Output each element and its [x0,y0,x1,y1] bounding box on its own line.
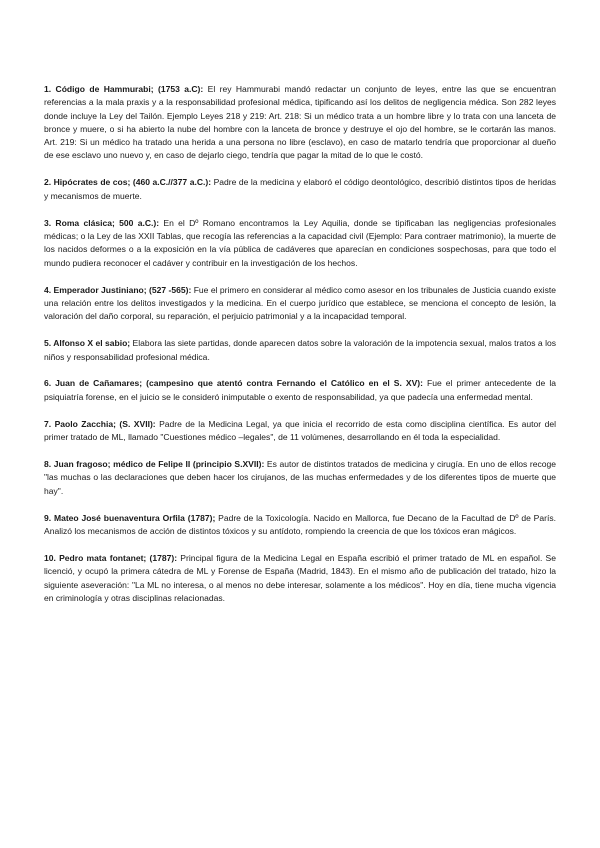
item-body: Elabora las siete partidas, donde aparecen datos sobre la valoración de la impotencia sexual, malos tratos a los niños y responsabilidad profesional médica. [44,338,556,362]
item-title: 3. Roma clásica; 500 a.C.): [44,217,160,228]
item-body: Fue el primer antecedente de la psiquiatría forense, en el juicio se le consideró inimputable o exento de responsabilidad, ya que padecía una enfermedad mental. [44,378,556,402]
item-title: 7. Paolo Zacchia; (S. XVII): [44,418,156,429]
item-body: El rey Hammurabi mandó redactar un conjunto de leyes, entre las que se encuentran referencias a la mala praxis y a la responsabilidad profesional médica, tipificando así los delitos de negligencia médica. Son 282 leyes donde incluye la Ley del Tailón. Ejemplo Leyes 218 y 219: Art. 218: Si un médico trata a un hombre libre y lo trata con una lanceta de bronce y muere, o si ha abierto la nube del hombre con la lanceta de bronce y destruye el ojo del hombre, se le cortarán las manos. Art. 219: Si un médico ha tratado una herida a una persona no libre (esclavo), en caso de matarlo tendría que proporcionar al dueño de ese esclavo uno nuevo y, en caso de dejarlo ciego, tendría que pagar la mitad de lo que le costó. [44,84,557,161]
item-title: 1. Código de Hammurabi; (1753 a.C): [44,84,204,94]
item-body: Padre de la Toxicología. Nacido en Mallorca, fue Decano de la Facultad de Dº de París. Analizó los mecanismos de acción de distintos tóxicos y su antídoto, rompiendo la creencia de que los tóxicos eran mágicos. [44,512,557,536]
item-body: En el Dº Romano encontramos la Ley Aquilia, donde se tipificaban las negligencias profesionales médicas; o la Ley de las XXII Tablas, que recogía las referencias a la capacidad civil (Ejemplo: Para contraer matrimonio), la muerte de los nacidos deformes o a la exposición en la vía pública de cadáveres que aparecían en condiciones sospechosas, para que todo el mundo pudiera reconocer el cadáver y contribuir en la investigación de los hechos. [44,217,556,268]
item-title: 9. Mateo José buenaventura Orfila (1787); [44,512,216,523]
history-item-5 [44,337,556,364]
history-item-2 [44,176,556,203]
history-item-1 [44,83,556,163]
item-title: 5. Alfonso X el sabio; [44,338,131,349]
item-title: 10. Pedro mata fontanet; (1787): [44,552,178,563]
item-body: Fue el primero en considerar al médico como asesor en los tribunales de Justicia cuando existe una relación entre los delitos investigados y la medicina. En el cuerpo jurídico que establece, se menciona el concepto de lesión, la valoración del daño corporal, su reparación, el perjuicio patrimonial y a la incapacidad temporal. [44,284,556,322]
history-item-4 [44,284,556,324]
item-title: 6. Juan de Cañamares; (campesino que atentó contra Fernando el Católico en el S. XV): [44,378,423,389]
history-item-7 [44,418,556,445]
item-title: 8. Juan fragoso; médico de Felipe II (principio S.XVII): [44,459,265,470]
item-title: 2. Hipócrates de cos; (460 a.C.//377 a.C.): [44,177,212,188]
history-item-6 [44,377,556,404]
history-item-10 [44,552,556,605]
item-body: Padre de la medicina y elaboró el código deontológico, describió distintos tipos de heridas y mecanismos de muerte. [44,177,556,201]
item-body: Padre de la Medicina Legal, ya que inicia el recorrido de esta como disciplina científica. Es autor del primer tratado de ML, llamado "Cuestiones médico –legales", de 11 volúmenes, desarrollando en él toda la especialidad. [44,418,556,443]
item-title: 4. Emperador Justiniano; (527 -565): [44,284,192,295]
history-item-8 [44,458,556,498]
history-item-3 [44,217,556,270]
item-body: Principal figura de la Medicina Legal en España escribió el primer tratado de ML en español. Se licenció, y ocupó la primera cátedra de ML y Forense de España (Madrid, 1843). En el mismo año de publicación del tratado, hizo la siguiente aseveración: "La ML no interesa, o al menos no debe interesar, solamente a los médicos". Hoy en día, tiene mucha vigencia en criminología y otras disciplinas relacionadas. [44,552,556,603]
item-body: Es autor de distintos tratados de medicina y cirugía. En uno de ellos recoge "las muchas o las declaraciones que deben hacer los cirujanos, de las muchas enfermedades y de los diferentes tipos de muerte que hay". [44,459,556,496]
history-item-9 [44,512,556,539]
